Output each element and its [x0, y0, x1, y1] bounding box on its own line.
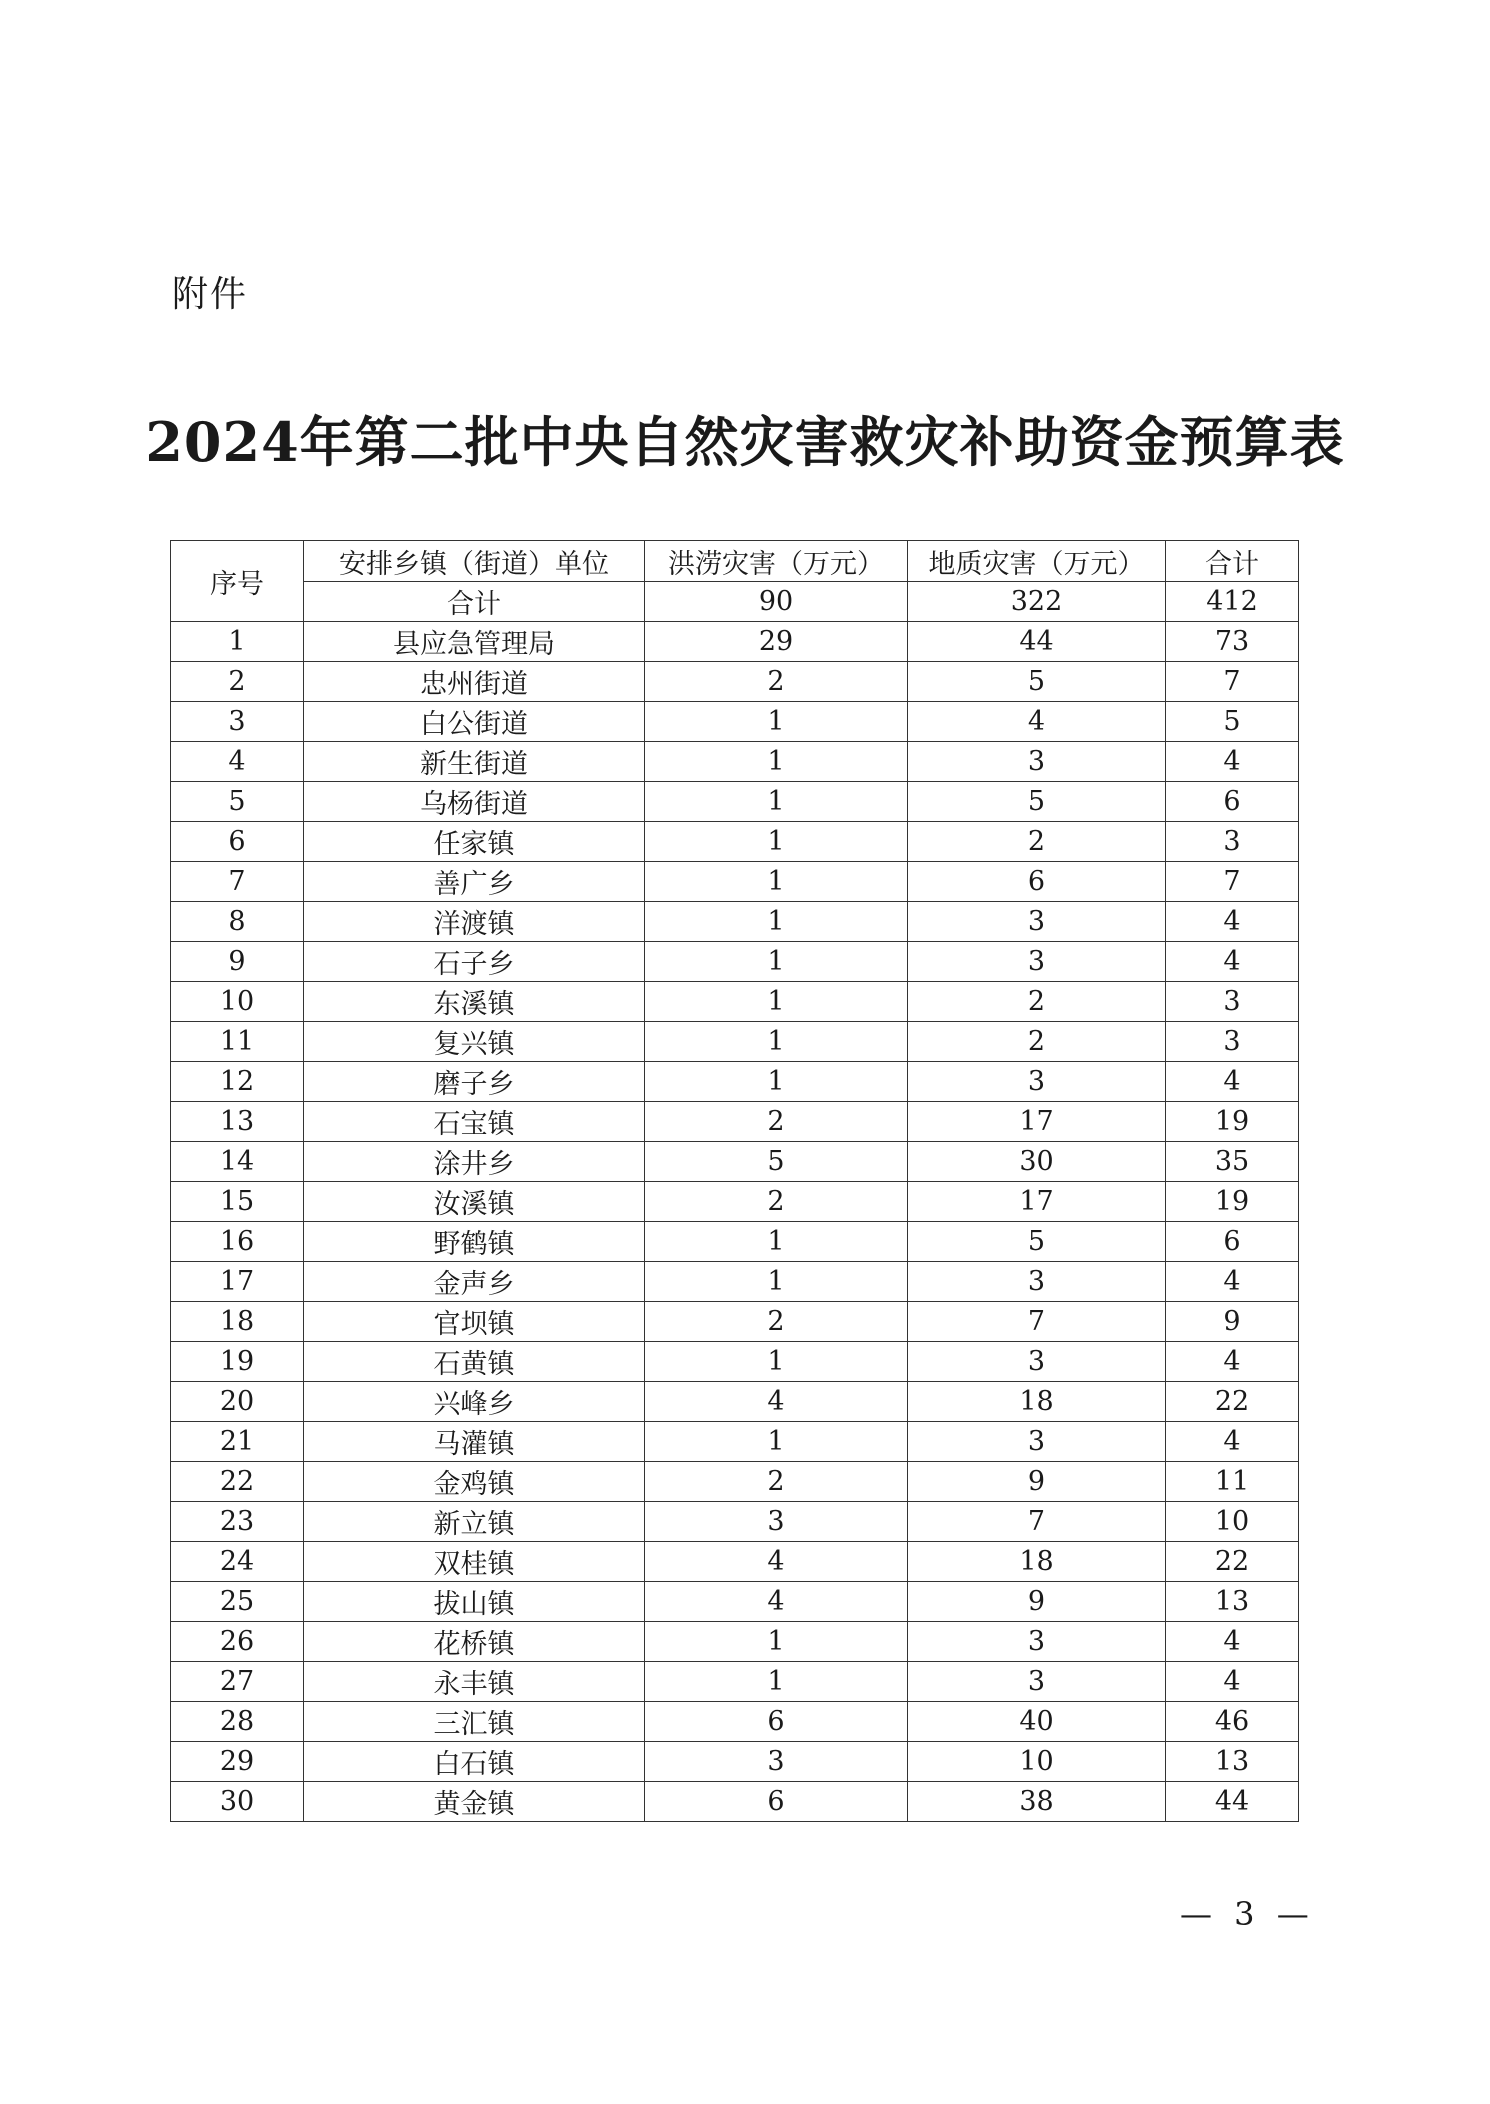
cell-unit: 石黄镇	[304, 1342, 645, 1382]
table-row	[171, 1062, 1299, 1102]
cell-total: 4	[1166, 1422, 1299, 1462]
cell-geo: 7	[908, 1302, 1166, 1342]
cell-geo: 9	[908, 1462, 1166, 1502]
cell-total: 4	[1166, 1262, 1299, 1302]
cell-unit: 涂井乡	[304, 1142, 645, 1182]
cell-flood: 2	[645, 1302, 908, 1342]
table-row	[171, 742, 1299, 782]
cell-flood: 1	[645, 982, 908, 1022]
cell-flood: 29	[645, 622, 908, 662]
cell-seq: 7	[171, 862, 304, 902]
budget-table	[170, 540, 1299, 1822]
table-row	[171, 1782, 1299, 1822]
cell-seq: 30	[171, 1782, 304, 1822]
cell-total: 4	[1166, 1622, 1299, 1662]
cell-total: 13	[1166, 1582, 1299, 1622]
header-flood: 洪涝灾害（万元）	[645, 541, 908, 582]
cell-total: 7	[1166, 662, 1299, 702]
cell-flood: 2	[645, 662, 908, 702]
table-row	[171, 1702, 1299, 1742]
table-row	[171, 1382, 1299, 1422]
cell-geo: 6	[908, 862, 1166, 902]
cell-total: 9	[1166, 1302, 1299, 1342]
cell-flood: 2	[645, 1182, 908, 1222]
cell-flood: 2	[645, 1102, 908, 1142]
cell-flood: 1	[645, 742, 908, 782]
table-row	[171, 1502, 1299, 1542]
table-row	[171, 1022, 1299, 1062]
cell-seq: 9	[171, 942, 304, 982]
cell-seq: 19	[171, 1342, 304, 1382]
cell-geo: 3	[908, 942, 1166, 982]
cell-flood: 4	[645, 1582, 908, 1622]
header-seq: 序号	[171, 541, 304, 622]
cell-seq: 25	[171, 1582, 304, 1622]
total-flood: 90	[645, 582, 908, 622]
cell-total: 46	[1166, 1702, 1299, 1742]
cell-total: 4	[1166, 942, 1299, 982]
cell-unit: 双桂镇	[304, 1542, 645, 1582]
total-label: 合计	[304, 582, 645, 622]
cell-flood: 3	[645, 1742, 908, 1782]
cell-geo: 17	[908, 1102, 1166, 1142]
cell-unit: 兴峰乡	[304, 1382, 645, 1422]
table-row	[171, 662, 1299, 702]
cell-total: 6	[1166, 1222, 1299, 1262]
table-row	[171, 862, 1299, 902]
cell-seq: 15	[171, 1182, 304, 1222]
cell-seq: 6	[171, 822, 304, 862]
cell-unit: 白公街道	[304, 702, 645, 742]
cell-seq: 1	[171, 622, 304, 662]
cell-total: 4	[1166, 1062, 1299, 1102]
cell-total: 4	[1166, 902, 1299, 942]
cell-unit: 花桥镇	[304, 1622, 645, 1662]
cell-unit: 县应急管理局	[304, 622, 645, 662]
cell-seq: 4	[171, 742, 304, 782]
cell-total: 4	[1166, 1662, 1299, 1702]
cell-flood: 3	[645, 1502, 908, 1542]
cell-geo: 40	[908, 1702, 1166, 1742]
cell-unit: 汝溪镇	[304, 1182, 645, 1222]
table-row	[171, 1422, 1299, 1462]
cell-flood: 6	[645, 1702, 908, 1742]
cell-unit: 任家镇	[304, 822, 645, 862]
cell-seq: 2	[171, 662, 304, 702]
cell-total: 4	[1166, 1342, 1299, 1382]
cell-geo: 3	[908, 1662, 1166, 1702]
cell-total: 22	[1166, 1542, 1299, 1582]
cell-flood: 1	[645, 862, 908, 902]
header-geo: 地质灾害（万元）	[908, 541, 1166, 582]
cell-geo: 18	[908, 1382, 1166, 1422]
cell-unit: 复兴镇	[304, 1022, 645, 1062]
cell-geo: 2	[908, 982, 1166, 1022]
cell-unit: 白石镇	[304, 1742, 645, 1782]
cell-seq: 24	[171, 1542, 304, 1582]
cell-geo: 5	[908, 782, 1166, 822]
cell-unit: 金鸡镇	[304, 1462, 645, 1502]
cell-geo: 4	[908, 702, 1166, 742]
page-number: — 3 —	[1180, 1895, 1315, 1933]
cell-geo: 10	[908, 1742, 1166, 1782]
cell-flood: 1	[645, 1222, 908, 1262]
cell-geo: 3	[908, 1422, 1166, 1462]
cell-seq: 22	[171, 1462, 304, 1502]
table-row	[171, 1342, 1299, 1382]
cell-total: 11	[1166, 1462, 1299, 1502]
cell-seq: 11	[171, 1022, 304, 1062]
cell-unit: 拔山镇	[304, 1582, 645, 1622]
table-row	[171, 702, 1299, 742]
cell-flood: 1	[645, 1622, 908, 1662]
cell-unit: 磨子乡	[304, 1062, 645, 1102]
cell-flood: 1	[645, 902, 908, 942]
cell-flood: 5	[645, 1142, 908, 1182]
cell-flood: 6	[645, 1782, 908, 1822]
cell-geo: 3	[908, 1262, 1166, 1302]
cell-total: 4	[1166, 742, 1299, 782]
cell-total: 3	[1166, 982, 1299, 1022]
table-total-row	[171, 582, 1299, 622]
cell-flood: 4	[645, 1382, 908, 1422]
document-title: 2024年第二批中央自然灾害救灾补助资金预算表	[145, 410, 1345, 474]
table-row	[171, 1582, 1299, 1622]
budget-table-body	[171, 541, 1299, 1822]
table-row	[171, 982, 1299, 1022]
cell-unit: 石子乡	[304, 942, 645, 982]
table-row	[171, 1102, 1299, 1142]
cell-unit: 三汇镇	[304, 1702, 645, 1742]
cell-seq: 23	[171, 1502, 304, 1542]
table-row	[171, 1142, 1299, 1182]
table-row	[171, 782, 1299, 822]
cell-flood: 1	[645, 1662, 908, 1702]
cell-unit: 善广乡	[304, 862, 645, 902]
cell-flood: 1	[645, 942, 908, 982]
cell-geo: 9	[908, 1582, 1166, 1622]
cell-geo: 44	[908, 622, 1166, 662]
cell-seq: 18	[171, 1302, 304, 1342]
cell-geo: 3	[908, 1062, 1166, 1102]
cell-flood: 1	[645, 1422, 908, 1462]
table-row	[171, 1742, 1299, 1782]
cell-unit: 野鹤镇	[304, 1222, 645, 1262]
cell-geo: 2	[908, 1022, 1166, 1062]
cell-geo: 3	[908, 1342, 1166, 1382]
cell-total: 3	[1166, 822, 1299, 862]
cell-seq: 21	[171, 1422, 304, 1462]
table-row	[171, 1182, 1299, 1222]
cell-total: 13	[1166, 1742, 1299, 1782]
total-sum: 412	[1166, 582, 1299, 622]
cell-unit: 石宝镇	[304, 1102, 645, 1142]
cell-seq: 28	[171, 1702, 304, 1742]
cell-geo: 38	[908, 1782, 1166, 1822]
total-geo: 322	[908, 582, 1166, 622]
cell-unit: 金声乡	[304, 1262, 645, 1302]
table-row	[171, 1662, 1299, 1702]
cell-flood: 1	[645, 702, 908, 742]
table-row	[171, 942, 1299, 982]
cell-unit: 官坝镇	[304, 1302, 645, 1342]
cell-total: 5	[1166, 702, 1299, 742]
header-total: 合计	[1166, 541, 1299, 582]
cell-total: 19	[1166, 1102, 1299, 1142]
cell-total: 44	[1166, 1782, 1299, 1822]
table-row	[171, 1222, 1299, 1262]
cell-unit: 新立镇	[304, 1502, 645, 1542]
cell-seq: 27	[171, 1662, 304, 1702]
attachment-label: 附件	[172, 274, 249, 315]
cell-geo: 2	[908, 822, 1166, 862]
cell-flood: 1	[645, 782, 908, 822]
cell-geo: 3	[908, 902, 1166, 942]
cell-total: 6	[1166, 782, 1299, 822]
cell-seq: 20	[171, 1382, 304, 1422]
table-row	[171, 902, 1299, 942]
table-row	[171, 1542, 1299, 1582]
cell-total: 10	[1166, 1502, 1299, 1542]
table-row	[171, 622, 1299, 662]
cell-unit: 新生街道	[304, 742, 645, 782]
table-header-row	[171, 541, 1299, 582]
cell-unit: 永丰镇	[304, 1662, 645, 1702]
cell-unit: 乌杨街道	[304, 782, 645, 822]
table-row	[171, 1462, 1299, 1502]
cell-seq: 26	[171, 1622, 304, 1662]
cell-total: 3	[1166, 1022, 1299, 1062]
cell-geo: 5	[908, 662, 1166, 702]
cell-geo: 5	[908, 1222, 1166, 1262]
cell-geo: 3	[908, 742, 1166, 782]
table-row	[171, 822, 1299, 862]
cell-flood: 1	[645, 1342, 908, 1382]
cell-seq: 12	[171, 1062, 304, 1102]
cell-seq: 17	[171, 1262, 304, 1302]
table-row	[171, 1622, 1299, 1662]
cell-unit: 忠州街道	[304, 662, 645, 702]
cell-flood: 1	[645, 1062, 908, 1102]
cell-seq: 16	[171, 1222, 304, 1262]
cell-flood: 1	[645, 1262, 908, 1302]
cell-total: 7	[1166, 862, 1299, 902]
cell-geo: 3	[908, 1622, 1166, 1662]
cell-total: 22	[1166, 1382, 1299, 1422]
cell-unit: 黄金镇	[304, 1782, 645, 1822]
cell-seq: 10	[171, 982, 304, 1022]
cell-total: 19	[1166, 1182, 1299, 1222]
cell-seq: 5	[171, 782, 304, 822]
cell-flood: 2	[645, 1462, 908, 1502]
header-unit: 安排乡镇（街道）单位	[304, 541, 645, 582]
cell-unit: 洋渡镇	[304, 902, 645, 942]
cell-seq: 8	[171, 902, 304, 942]
cell-geo: 18	[908, 1542, 1166, 1582]
cell-geo: 30	[908, 1142, 1166, 1182]
cell-unit: 东溪镇	[304, 982, 645, 1022]
cell-seq: 14	[171, 1142, 304, 1182]
cell-seq: 3	[171, 702, 304, 742]
cell-geo: 17	[908, 1182, 1166, 1222]
cell-flood: 1	[645, 822, 908, 862]
cell-unit: 马灌镇	[304, 1422, 645, 1462]
cell-flood: 4	[645, 1542, 908, 1582]
cell-flood: 1	[645, 1022, 908, 1062]
cell-seq: 13	[171, 1102, 304, 1142]
cell-total: 35	[1166, 1142, 1299, 1182]
cell-geo: 7	[908, 1502, 1166, 1542]
table-row	[171, 1302, 1299, 1342]
table-row	[171, 1262, 1299, 1302]
cell-total: 73	[1166, 622, 1299, 662]
cell-seq: 29	[171, 1742, 304, 1782]
